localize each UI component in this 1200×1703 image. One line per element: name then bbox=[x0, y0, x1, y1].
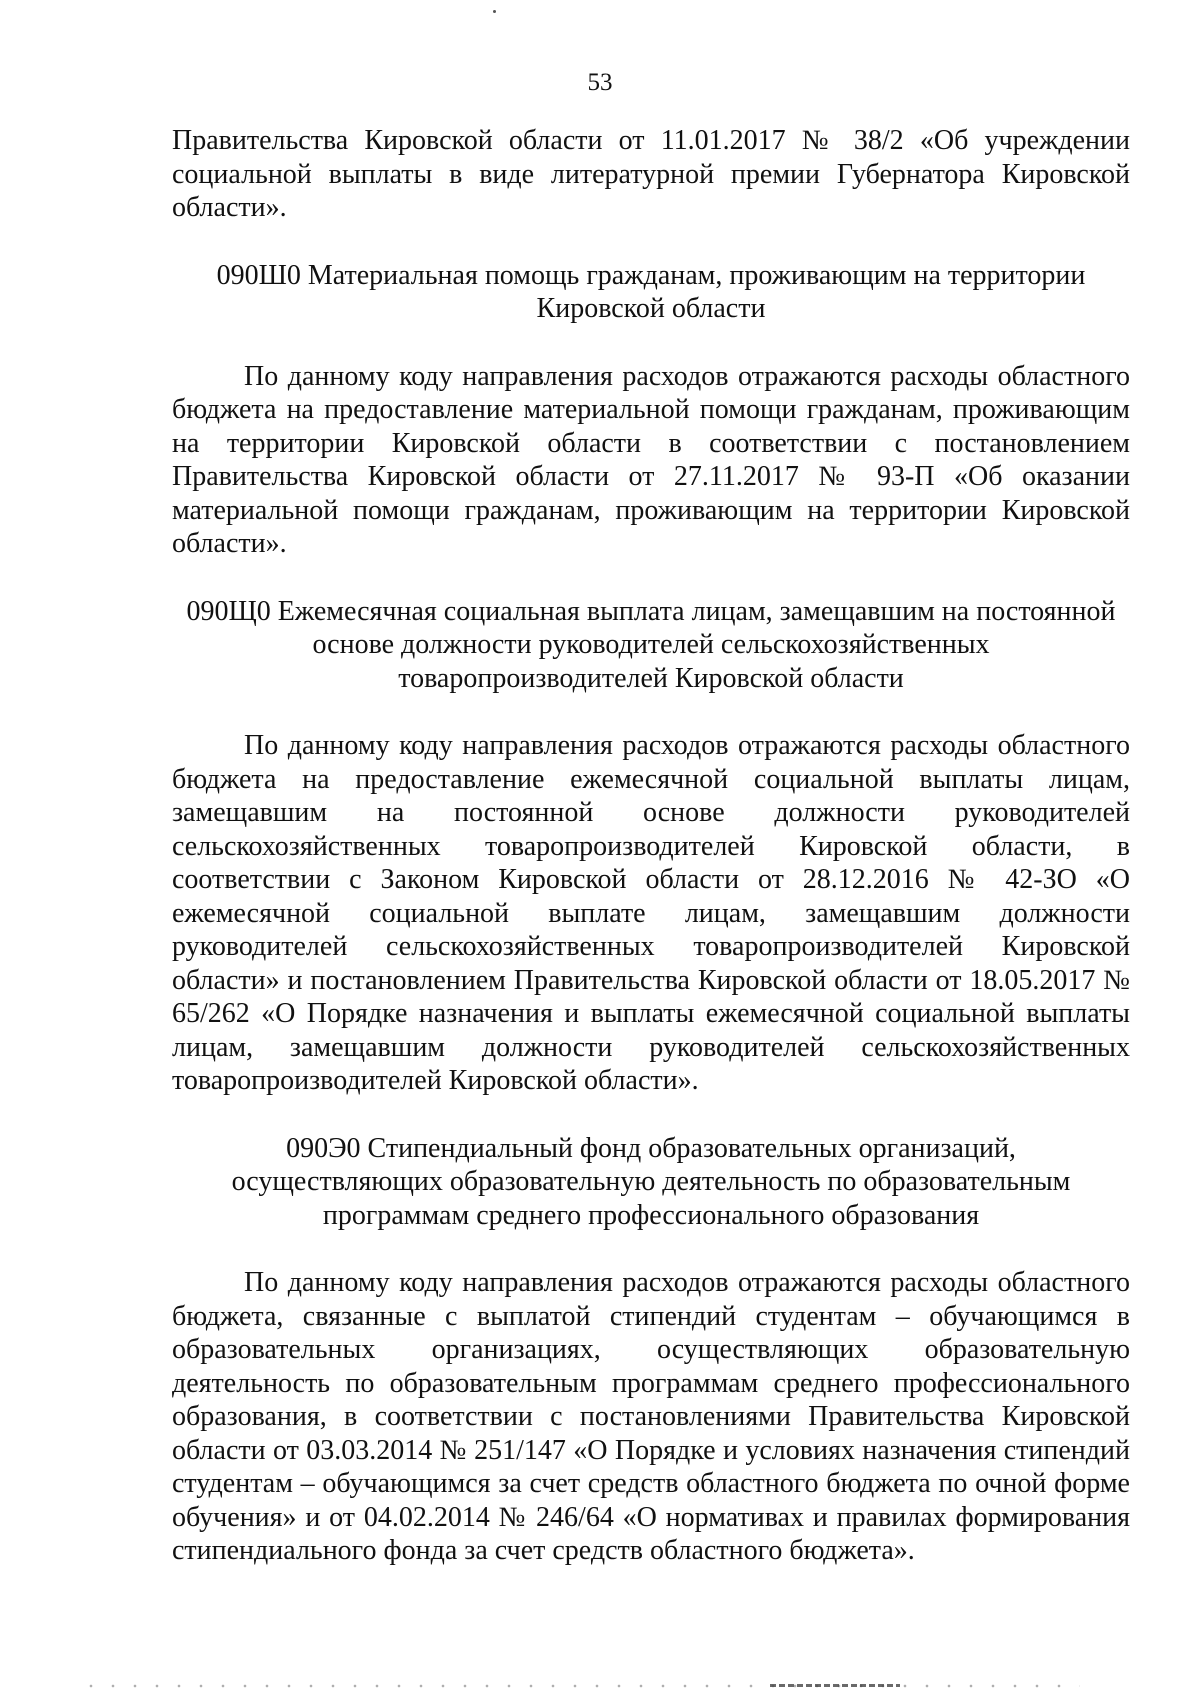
paragraph-090e0: По данному коду направления расходов отражаются расходы областного бюджета, связанные с выплатой стипендий студентам – обучающимся в образовательных организациях, осуществляющих образовательную деятельность по образовательным программам среднего профессионального образования, в соответствии с постановлениями Правительства Кировской области от 03.03.2014 № 251/147 «О Порядке и условиях назначения стипендий студентам – обучающимся за счет средств областного бюджета по очной форме обучения» и от 04.02.2014 № 246/64 «О нормативах и правилах формирования стипендиального фонда за счет средств областного бюджета». bbox=[172, 1267, 1130, 1566]
paragraph-090sh0: По данному коду направления расходов отражаются расходы областного бюджета на предоставление материальной помощи гражданам, проживающим на территории Кировской области в соответствии с постановлением Правительства Кировской области от 27.11.2017 № 93-П «Об оказании материальной помощи гражданам, проживающим на территории Кировской области». bbox=[172, 360, 1130, 559]
scan-artifact-bottom-edge bbox=[80, 1683, 1080, 1689]
scan-artifact-dot bbox=[493, 10, 496, 13]
section-heading-090e0: 090Э0 Стипендиальный фонд образовательных организаций, осуществляющих образовательную деятельность по образовательным программам среднего профессионального образования bbox=[231, 1132, 1071, 1231]
paragraph-090shch0: По данному коду направления расходов отражаются расходы областного бюджета на предоставление ежемесячной социальной выплаты лицам, замещавшим на постоянной основе должности руководителей сельскохозяйственных товаропроизводителей Кировской области, в соответствии с Законом Кировской области от 28.12.2016 № 42-ЗО «О ежемесячной социальной выплате лицам, замещавшим должности руководителей сельскохозяйственных товаропроизводителей Кировской области» и постановлением Правительства Кировской области от 18.05.2017 № 65/262 «О Порядке назначения и выплаты ежемесячной социальной выплаты лицам, замещавшим должности руководителей сельскохозяйственных товаропроизводителей Кировской области». bbox=[172, 730, 1130, 1096]
section-heading-090sh0: 090Ш0 Материальная помощь гражданам, проживающим на территории Кировской области bbox=[216, 259, 1086, 324]
section-heading-090shch0: 090Щ0 Ежемесячная социальная выплата лицам, замещавшим на постоянной основе должности руководителей сельскохозяйственных товаропроизводителей Кировской области bbox=[186, 595, 1116, 694]
scan-artifact-bottom-dash bbox=[770, 1684, 900, 1687]
paragraph-continued: Правительства Кировской области от 11.01.2017 № 38/2 «Об учреждении социальной выплаты в виде литературной премии Губернатора Кировской области». bbox=[172, 125, 1130, 223]
document-body bbox=[172, 124, 1130, 1568]
page-number: 53 bbox=[587, 69, 613, 96]
